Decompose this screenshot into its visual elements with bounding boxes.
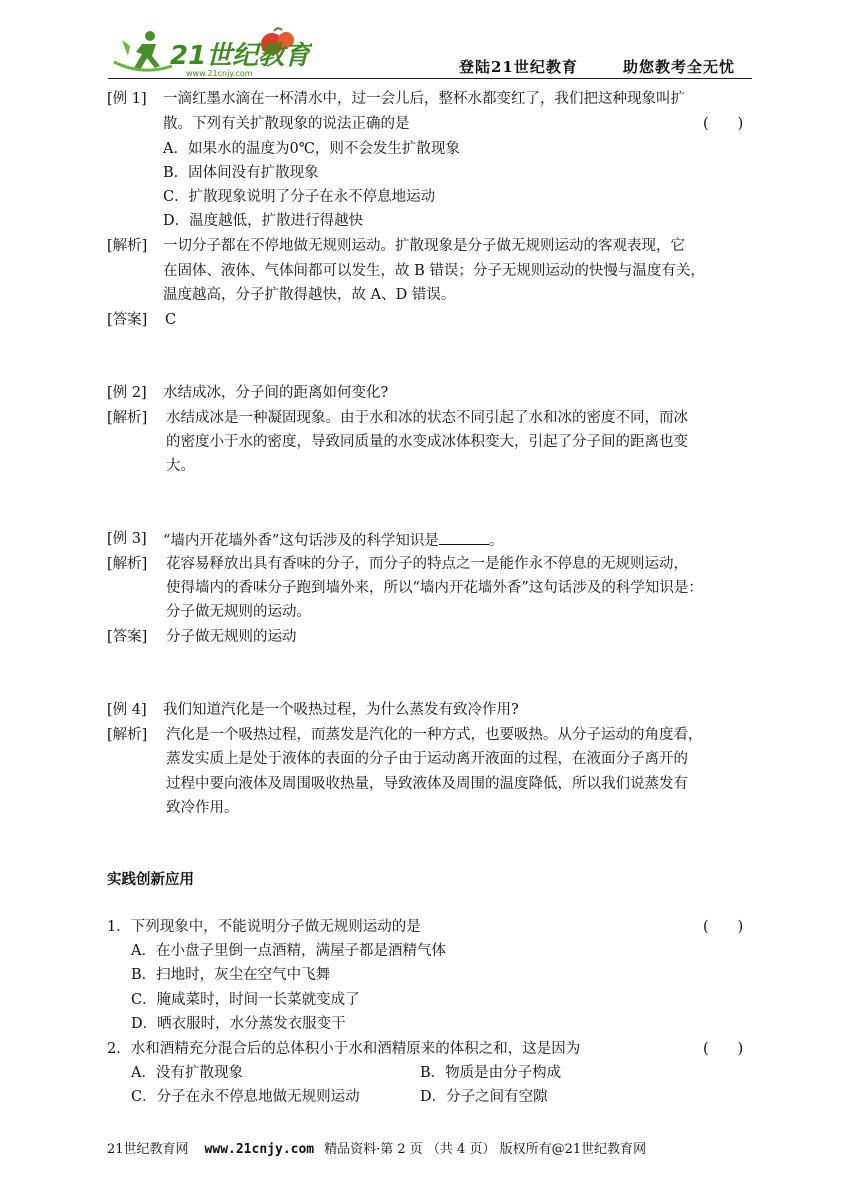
example-2-analysis-line: 的密度小于水的密度，导致同质量的水变成冰体积变大，引起了分子间的距离也变 <box>166 434 688 450</box>
practice-section-title: 实践创新应用 <box>107 872 194 888</box>
practice-question-2-option-c: C．分子在永不停息地做无规则运动 <box>131 1089 360 1105</box>
example-2-analysis-tag: [解析] <box>107 410 148 426</box>
example-1-question-line: 一滴红墨水滴在一杯清水中，过一会儿后，整杯水都变红了，我们把这种现象叫扩 <box>163 91 685 107</box>
logo-url: www.21cnjy.com <box>186 69 253 78</box>
practice-question-1-option-a: A．在小盘子里倒一点酒精，满屋子都是酒精气体 <box>131 943 446 959</box>
page-footer <box>107 1138 646 1157</box>
example-1-tag: [例 1] <box>107 91 147 107</box>
site-logo <box>112 26 312 82</box>
example-2-tag: [例 2] <box>107 385 147 401</box>
example-2-analysis-line: 大。 <box>166 458 195 474</box>
practice-question-2-option-b: B．物质是由分子构成 <box>420 1065 562 1081</box>
footer-right-text: 精品资料·第 2 页 （共 4 页） 版权所有@21世纪教育网 <box>324 1142 647 1157</box>
practice-question-2-stem: 2．水和酒精充分混合后的总体积小于水和酒精原来的体积之和，这是因为 <box>107 1041 581 1057</box>
example-1-answer-paren: ( ) <box>703 116 744 132</box>
footer-site-link[interactable]: www.21cnjy.com <box>204 1142 315 1157</box>
example-1-analysis-line: 温度越高，分子扩散得越快，故 A、D 错误。 <box>163 287 456 303</box>
example-2-analysis-line: 水结成冰是一种凝固现象。由于水和冰的状态不同引起了水和冰的密度不同，而冰 <box>166 410 688 426</box>
example-1-answer-tag: [答案] <box>107 312 148 328</box>
header-slogan-right: 助您教考全无忧 <box>623 58 736 76</box>
example-3-answer-tag: [答案] <box>107 629 148 645</box>
example-1-option-b: B．固体间没有扩散现象 <box>163 165 319 181</box>
running-figure-icon <box>114 31 172 70</box>
footer-left-text: 21世纪教育网 <box>107 1142 189 1157</box>
example-2-question: 水结成冰，分子间的距离如何变化? <box>163 385 389 401</box>
example-1-option-a: A．如果水的温度为0℃，则不会发生扩散现象 <box>163 141 460 157</box>
example-4-analysis-line: 过程中要向液体及周围吸收热量，导致液体及周围的温度降低，所以我们说蒸发有 <box>166 776 688 792</box>
example-4-analysis-line: 汽化是一个吸热过程，而蒸发是汽化的一种方式，也要吸热。从分子运动的角度看， <box>166 727 703 743</box>
example-3-analysis-line: 花容易释放出具有香味的分子，而分子的特点之一是能作永不停息的无规则运动， <box>166 556 688 572</box>
logo-text: 21世纪教育 <box>170 41 311 71</box>
fill-in-blank <box>439 530 489 545</box>
example-4-analysis-tag: [解析] <box>107 727 148 743</box>
practice-question-1-option-d: D．晒衣服时，水分蒸发衣服变干 <box>131 1016 346 1032</box>
practice-question-1-stem: 1．下列现象中，不能说明分子做无规则运动的是 <box>107 919 421 935</box>
header-slogan-left: 登陆21世纪教育 <box>459 58 578 76</box>
practice-question-2-option-a: A．没有扩散现象 <box>131 1065 243 1081</box>
example-4-tag: [例 4] <box>107 702 147 718</box>
example-3-analysis-tag: [解析] <box>107 556 148 572</box>
example-3-analysis-line: 分子做无规则的运动。 <box>166 604 311 620</box>
example-1-option-d: D．温度越低，扩散进行得越快 <box>163 213 364 229</box>
page-header <box>0 0 860 80</box>
practice-question-2-option-d: D．分子之间有空隙 <box>420 1089 548 1105</box>
practice-question-1-paren: ( ) <box>703 919 744 935</box>
example-4-analysis-line: 蒸发实质上是处于液体的表面的分子由于运动离开液面的过程，在液面分子离开的 <box>166 751 688 767</box>
example-3-question-end: 。 <box>488 533 504 549</box>
example-3-analysis-line: 使得墙内的香味分子跑到墙外来，所以“墙内开花墙外香”这句话涉及的科学知识是： <box>166 580 703 596</box>
example-1-answer: C <box>165 312 177 328</box>
example-3-question-text: “墙内开花墙外香”这句话涉及的科学知识是 <box>163 533 439 549</box>
example-1-question-line: 散。下列有关扩散现象的说法正确的是 <box>163 116 410 132</box>
example-3-question <box>163 530 503 550</box>
example-1-analysis-tag: [解析] <box>107 238 148 254</box>
practice-question-1-option-b: B．扫地时，灰尘在空气中飞舞 <box>131 967 331 983</box>
example-4-analysis-line: 致冷作用。 <box>166 800 239 816</box>
example-3-answer: 分子做无规则的运动 <box>166 629 297 645</box>
example-1-analysis-line: 一切分子都在不停地做无规则运动。扩散现象是分子做无规则运动的客观表现，它 <box>163 238 685 254</box>
example-4-question: 我们知道汽化是一个吸热过程，为什么蒸发有致冷作用? <box>163 702 519 718</box>
example-1-option-c: C．扩散现象说明了分子在永不停息地运动 <box>163 189 436 205</box>
header-divider <box>108 78 752 79</box>
practice-question-2-paren: ( ) <box>703 1041 744 1057</box>
practice-question-1-option-c: C．腌咸菜时，时间一长菜就变成了 <box>131 992 360 1008</box>
example-3-tag: [例 3] <box>107 531 147 547</box>
example-1-analysis-line: 在固体、液体、气体间都可以发生，故 B 错误；分子无规则运动的快慢与温度有关， <box>163 263 705 279</box>
